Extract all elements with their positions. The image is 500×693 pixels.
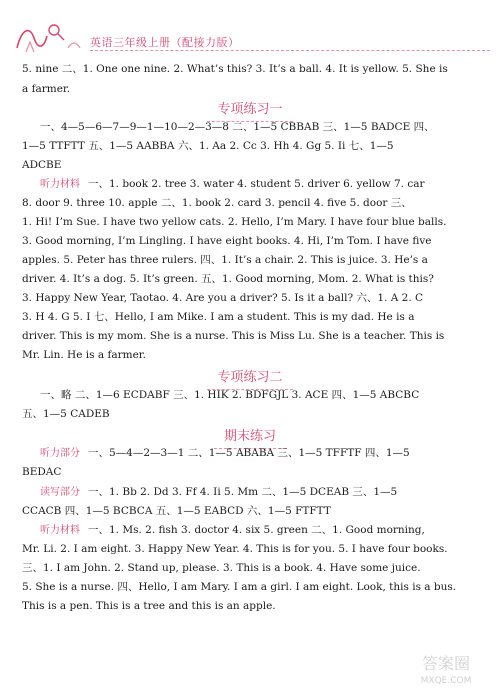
answer-text: 1—5 TTFTT 五、1—5 AABBA 六、1. Aa 2. Cc 3. Hh 4. Gg 5. Ii 七、1—5 [22,140,394,152]
answer-line [40,177,482,192]
answer-text: BEDAC [22,466,62,478]
answer-text: 一、4—5—6—7—9—1—10—2—3—8 二、1—5 CBBAB 三、1—5 BADCE 四、 [40,121,435,133]
answer-line [22,561,482,575]
answer-line [22,542,482,556]
answer-text: driver. This is my mom. She is a nurse. This is Miss Lu. She is a teacher. This is [22,330,445,342]
material-tag: 听力材料 [40,179,80,190]
answer-text: 1. Hi! I’m Sue. I have two yellow cats. 2. Hello, I’m Mary. I have four blue balls. [22,216,447,228]
answer-text: 五、1—5 CADEB [22,408,110,420]
answer-line [40,120,482,134]
section-title-text: 专项练习一 [213,98,286,119]
answer-line [22,82,482,96]
answer-line [22,158,482,172]
answer-text: CCACB 四、1—5 BCBCA 五、1—5 EABCD 六、1—5 FTFTT [22,505,331,517]
material-tag: 听力部分 [40,448,80,459]
answer-line [22,291,482,305]
answer-line [22,139,482,153]
answer-text: 5. nine 二、1. One one nine. 2. What’s this? 3. It’s a ball. 4. It is yellow. 5. She is [22,63,448,75]
answer-text: 一、5—4—2—3—1 二、1—5 ABABA 三、1—5 TFFTF 四、1—5 [88,447,410,459]
answer-text: a farmer. [22,83,71,95]
section-title-3 [0,425,500,446]
answer-line [22,196,482,210]
answer-line [22,504,482,518]
answer-text: apples. 5. Peter has three rulers. 四、1. It’s a chair. 2. This is juice. 3. He’s a [22,254,428,266]
answer-line [22,599,482,613]
answer-line [22,407,482,421]
answer-text: 3. H 4. G 5. I 七、Hello, I am Mike. I am a student. This is my dad. He is a [22,311,415,323]
svg-text:答案圈: 答案圈 [421,654,471,673]
material-tag: 听力材料 [40,525,80,536]
answer-text: 三、1. I am John. 2. Stand up, please. 3. This is a book. 4. Have some juice. [22,562,421,574]
answer-text: Mr. Li. 2. I am eight. 3. Happy New Year. 4. This is for you. 5. I have four books. [22,543,448,555]
answer-text: driver. 4. It’s a dog. 5. It’s green. 五、1. Good morning, Mom. 2. What is this? [22,273,434,285]
answer-line [22,580,482,594]
answer-text: This is a pen. This is a tree and this is an apple. [22,600,276,612]
answer-text: ADCBE [22,159,62,171]
answer-text: 一、略 二、1—6 ECDABF 三、1. HIK 2. BDFGJL 3. ACE 四、1—5 ABCBC [40,389,420,401]
answer-text: 3. Happy New Year, Taotao. 4. Are you a driver? 5. Is it a ball? 六、1. A 2. C [22,292,424,304]
answer-line [22,234,482,248]
svg-text:MXQE.COM: MXQE.COM [420,676,472,686]
watermark-icon [400,649,492,687]
answer-text: 8. door 9. three 10. apple 二、1. book 2. card 3. pencil 4. five 5. door 三、 [22,197,412,209]
answer-text: 一、1. book 2. tree 3. water 4. student 5. driver 6. yellow 7. car [88,178,425,190]
answer-line [22,348,482,362]
answer-line [22,310,482,324]
answer-line [22,62,482,76]
material-tag: 读写部分 [40,487,80,498]
answer-line [40,485,482,500]
header-title: 英语三年级上册（配接力版） [90,36,240,49]
section-title-text: 期末练习 [220,425,280,446]
answer-line [22,215,482,229]
answer-line [22,329,482,343]
answer-text: 5. She is a nurse. 四、Hello, I am Mary. I am a girl. I am eight. Look, this is a bus. [22,581,457,593]
answer-line [22,465,482,479]
answer-line [22,253,482,267]
answer-text: 一、1. Ms. 2. fish 3. doctor 4. six 5. green 二、1. Good morning, [88,524,425,536]
answer-text: 3. Good morning, I’m Lingling. I have eight books. 4. Hi, I’m Tom. I have five [22,235,432,247]
section-title-1 [0,98,500,119]
section-title-text: 专项练习二 [213,366,286,387]
answer-text: Mr. Lin. He is a farmer. [22,349,146,361]
section-title-2 [0,366,500,387]
answer-line [40,446,482,461]
answer-line [22,272,482,286]
answer-line [40,523,482,538]
answer-line [40,388,482,402]
answer-text: 一、1. Bb 2. Dd 3. Ff 4. Ii 5. Mm 二、1—5 DCEAB 三、1—5 [88,486,398,498]
